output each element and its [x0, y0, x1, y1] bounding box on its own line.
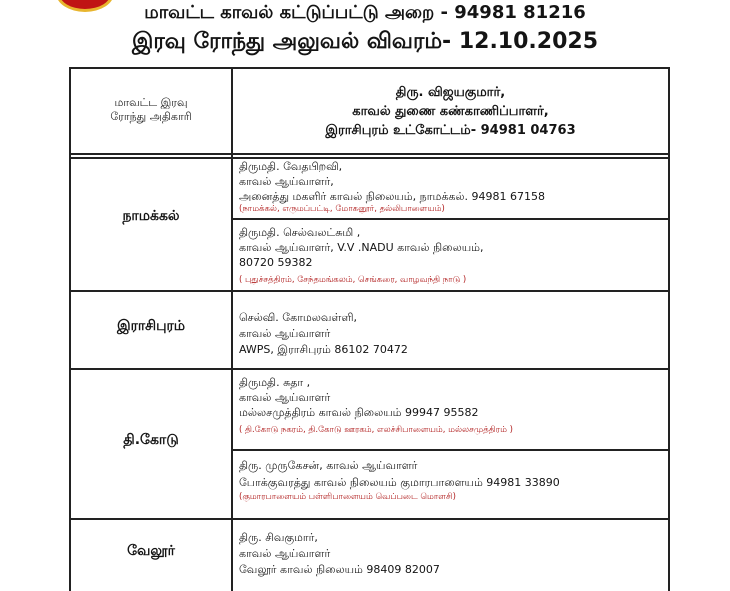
jurisdiction-areas: ( புதுச்சத்திரம், சேந்தமங்கலம், செங்கரை, வாழவந்தி நாடு ): [239, 275, 467, 285]
jurisdiction-areas: (நாமக்கல், எருமப்பட்டி, மோகனூர், தல்லிபாளையம்): [239, 204, 445, 214]
officer-entry: திருமதி. செல்வலட்சுமி , காவல் ஆய்வாளர், V.V .NADU காவல் நிலையம், 80720 59382: [239, 226, 484, 269]
cell-divider: [231, 218, 670, 220]
row-divider: [69, 518, 670, 520]
officer-entry: திருமதி. வேதபிறவி, காவல் ஆய்வாளர், அனைத்து மகளிர் காவல் நிலையம், நாமக்கல். 94981 67158: [239, 160, 545, 203]
night-patrol-title: இரவு ரோந்து அலுவல் விவரம்- 12.10.2025: [131, 29, 599, 54]
district-name: நாமக்கல்: [122, 208, 180, 224]
officer-entry: திரு. முருகேசன், காவல் ஆய்வாளர் போக்குவரத்து காவல் நிலையம் குமாரபாளையம் 94981 33890: [239, 459, 560, 489]
table-border-right: [668, 67, 670, 591]
jurisdiction-areas: (குமாரபாளையம் பள்ளிபாளையம் வெப்படை மொளசி): [239, 492, 456, 502]
jurisdiction-areas: ( தி.கோடு நகரம், தி.கோடு ஊரகம், எலச்சிபாளையம், மல்லசமுத்திரம் ): [239, 425, 513, 435]
district-name: இராசிபுரம்: [116, 318, 186, 334]
column-divider: [231, 67, 233, 591]
row-divider: [69, 368, 670, 370]
row-divider: [69, 290, 670, 292]
control-room-title: மாவட்ட காவல் கட்டுப்பட்டு அறை - 94981 81216: [144, 2, 586, 23]
table-border-top: [69, 67, 670, 69]
district-name: வேலூர்: [127, 543, 175, 559]
officer-entry: திருமதி. சுதா , காவல் ஆய்வாளர் மல்லசமுத்திரம் காவல் நிலையம் 99947 95582: [239, 376, 479, 419]
officer-entry: திரு. சிவகுமார், காவல் ஆய்வாளர் வேலூர் காவல் நிலையம் 98409 82007: [239, 531, 440, 576]
officer-entry: செல்வி. கோமலவள்ளி, காவல் ஆய்வாளர் AWPS, இராசிபுரம் 86102 70472: [239, 311, 408, 356]
cell-divider: [231, 449, 670, 451]
row-divider: [69, 153, 670, 155]
supervisor-details: திரு. விஜயகுமார், காவல் துணை கண்காணிப்பாளர், இராசிபுரம் உட்கோட்டம்- 94981 04763: [325, 85, 576, 138]
supervisor-label: மாவட்ட இரவு ரோந்து அதிகாரி: [110, 96, 192, 123]
district-name: தி.கோடு: [123, 432, 179, 448]
